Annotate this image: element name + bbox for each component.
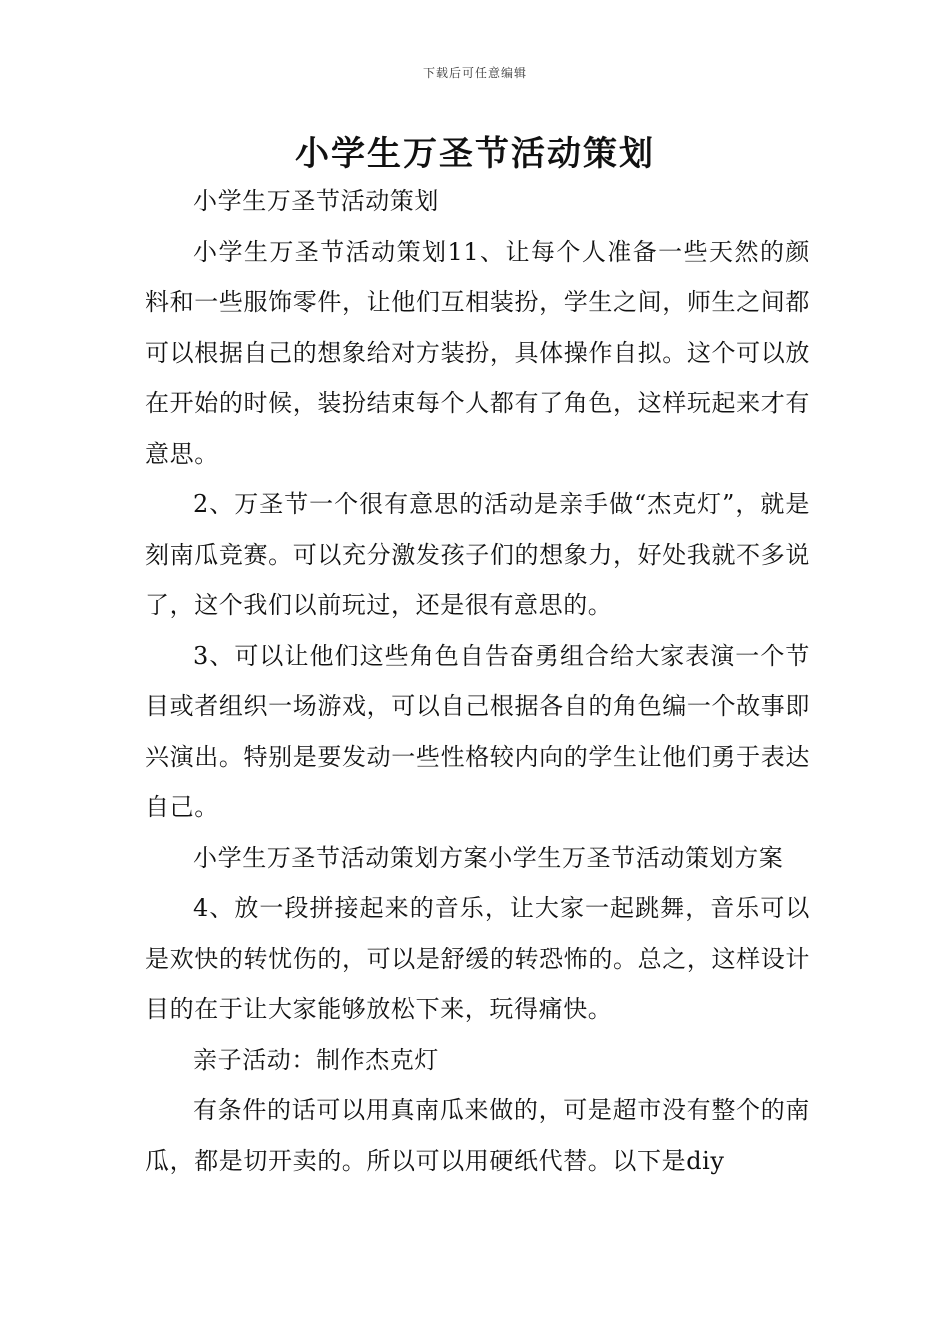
paragraph-lantern-instructions: 有条件的话可以用真南瓜来做的，可是超市没有整个的南瓜，都是切开卖的。所以可以用硬纸代替。以下是diy — [145, 1096, 810, 1175]
paragraph-item-1: 小学生万圣节活动策划11、让每个人准备一些天然的颜料和一些服饰零件，让他们互相装扮，学生之间，师生之间都可以根据自己的想象给对方装扮，具体操作自拟。这个可以放在开始的时候，装扮结束每个人都有了角色，这样玩起来才有意思。 — [145, 237, 810, 468]
paragraph-plan-heading: 小学生万圣节活动策划方案小学生万圣节活动策划方案 — [193, 843, 784, 872]
paragraph-item-2: 2、万圣节一个很有意思的活动是亲手做“杰克灯”，就是刻南瓜竞赛。可以充分激发孩子们的想象力，好处我就不多说了，这个我们以前玩过，还是很有意思的。 — [145, 490, 810, 619]
document-title: 小学生万圣节活动策划 — [295, 134, 655, 174]
paragraph-subtitle: 小学生万圣节活动策划 — [193, 187, 439, 215]
document-body — [145, 176, 810, 1186]
paragraph-item-4: 4、放一段拼接起来的音乐，让大家一起跳舞，音乐可以是欢快的转忧伤的，可以是舒缓的转恐怖的。总之，这样设计目的在于让大家能够放松下来，玩得痛快。 — [145, 894, 810, 1023]
paragraph-parent-child-heading: 亲子活动：制作杰克灯 — [193, 1045, 439, 1074]
header-note: 下载后可任意编辑 — [422, 66, 527, 80]
paragraph-item-3: 3、可以让他们这些角色自告奋勇组合给大家表演一个节目或者组织一场游戏，可以自己根据各自的角色编一个故事即兴演出。特别是要发动一些性格较内向的学生让他们勇于表达自己。 — [145, 641, 810, 821]
